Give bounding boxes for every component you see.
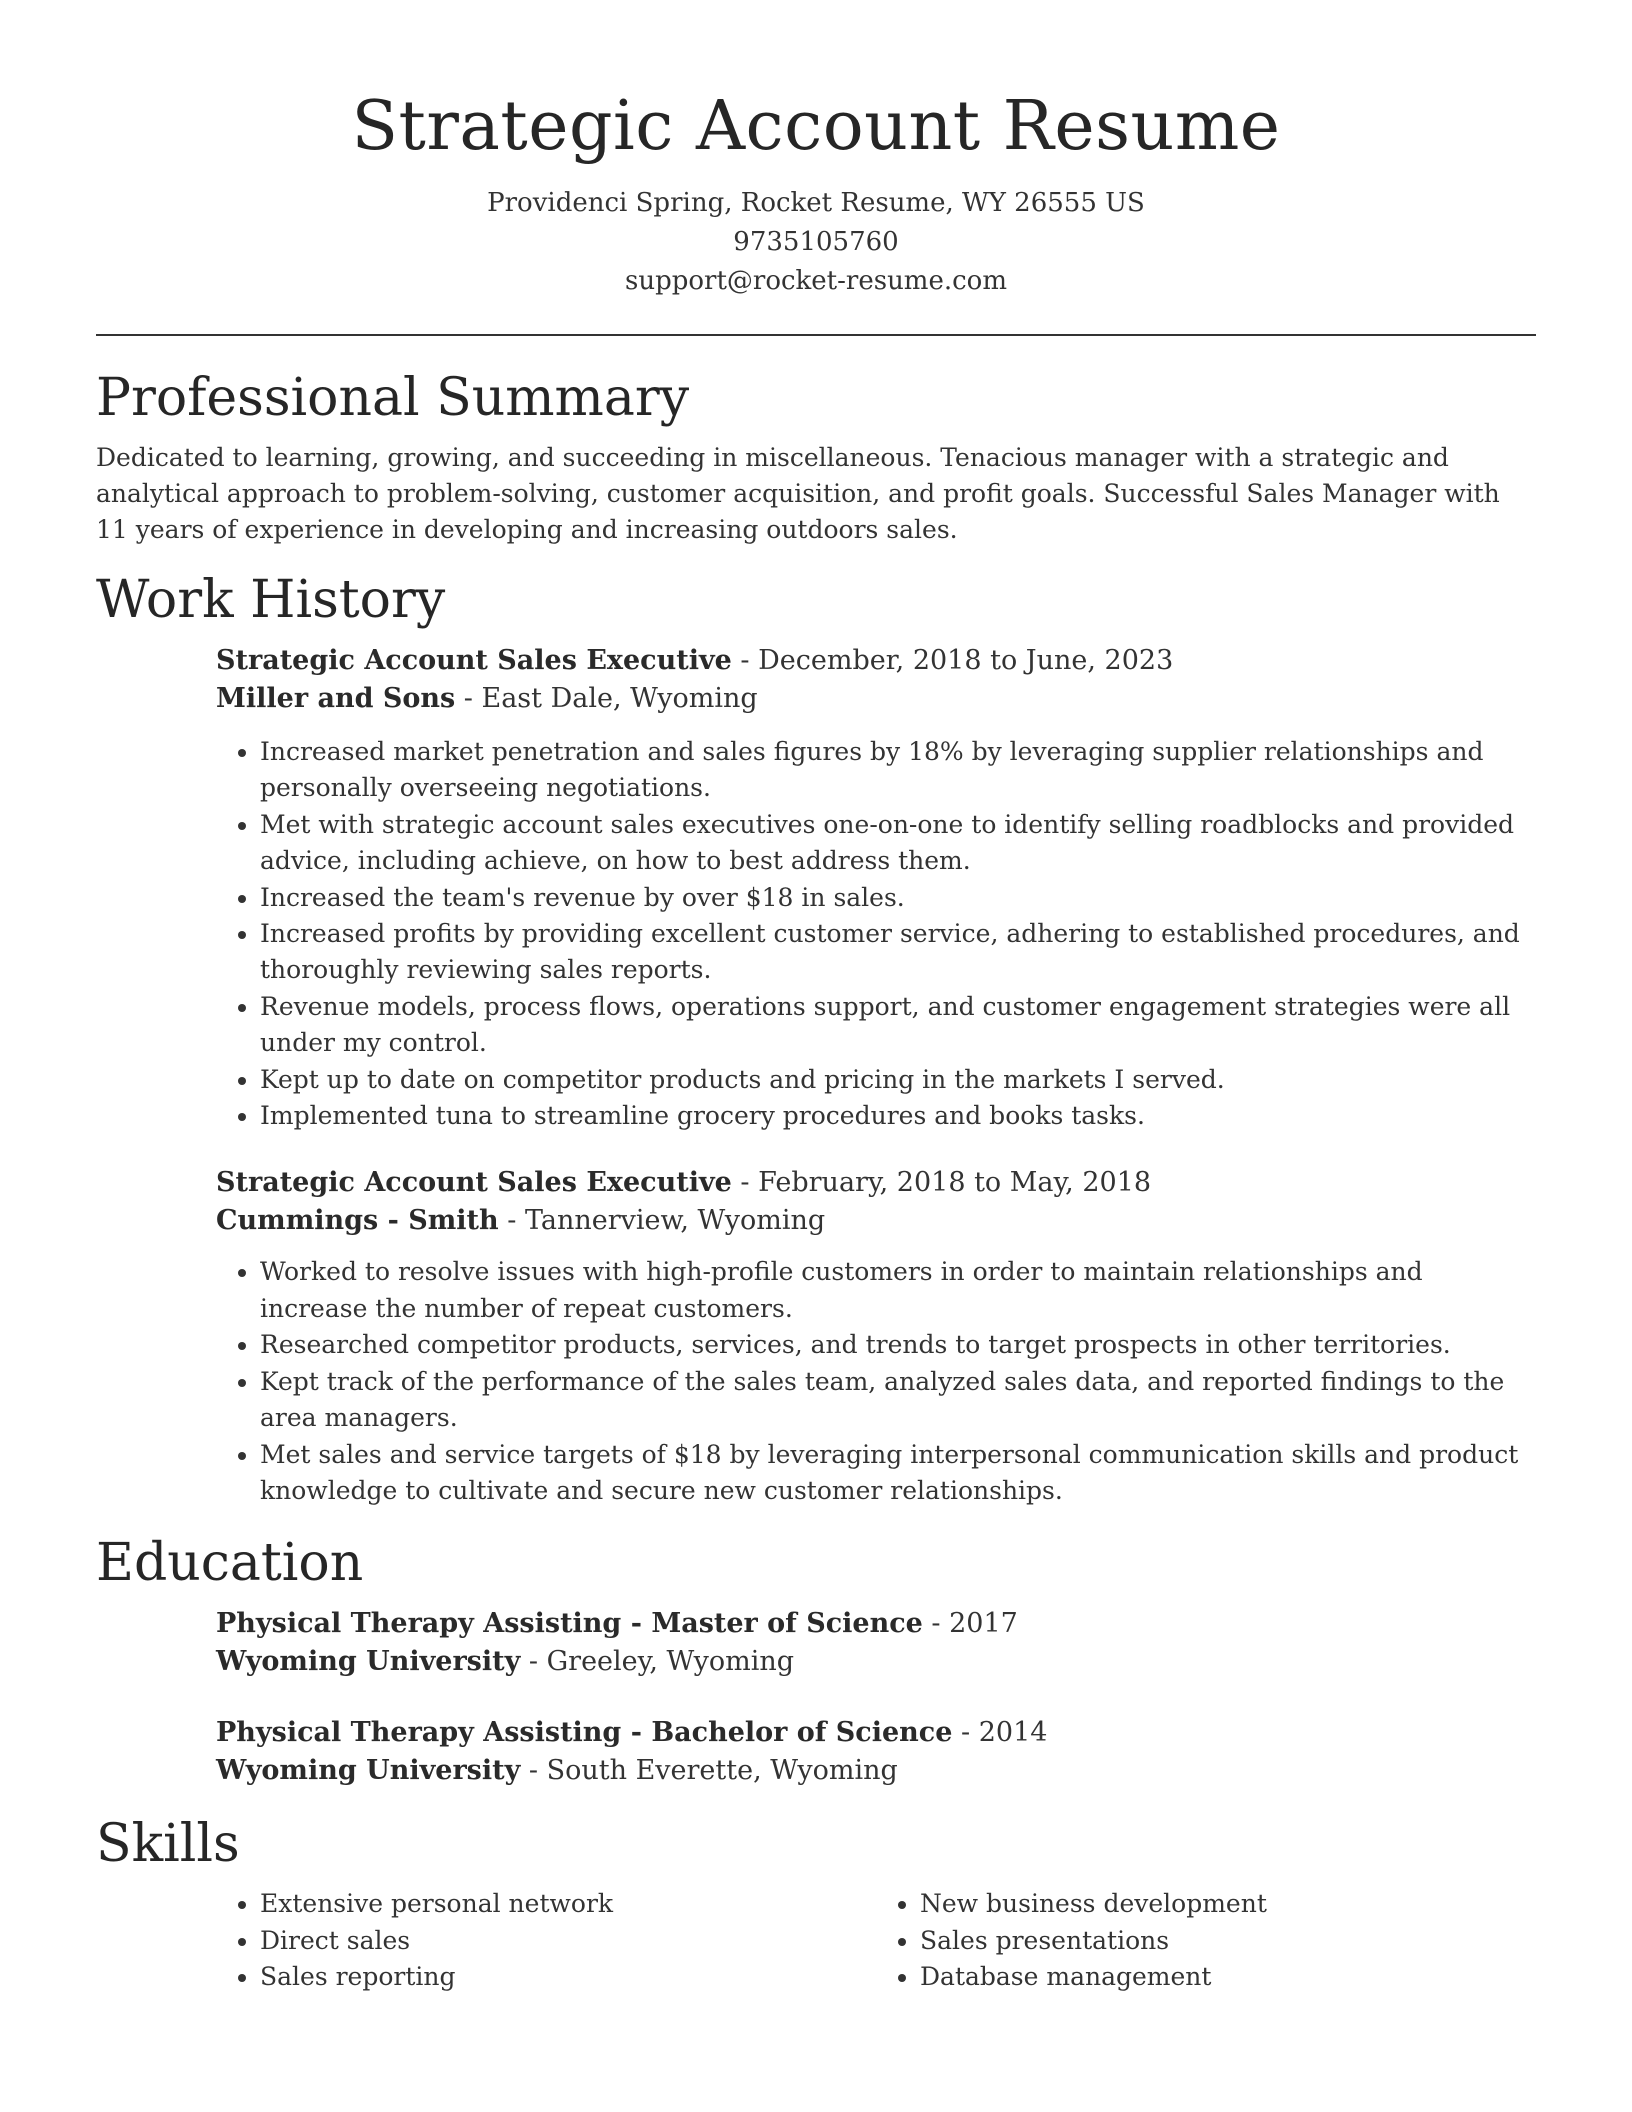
list-item: • Sales presentations	[920, 1923, 1536, 1959]
job-position: Strategic Account Sales Executive	[216, 645, 732, 676]
job-company-line	[216, 1202, 1536, 1240]
education-school: Wyoming University	[216, 1646, 521, 1678]
job-title-line	[216, 1164, 1536, 1202]
work-heading: Work History	[96, 570, 446, 630]
list-item: • Researched competitor products, services, and trends to target prospects in other territories.	[260, 1327, 1536, 1363]
job-title-line	[216, 642, 1536, 680]
job-company-line	[216, 680, 1536, 718]
resume-title: Strategic Account Resume	[351, 87, 1281, 166]
education-location: - Greeley, Wyoming	[520, 1646, 795, 1678]
job-company: Miller and Sons	[216, 683, 456, 714]
job-position: Strategic Account Sales Executive	[216, 1167, 732, 1199]
summary-heading: Professional Summary	[96, 368, 690, 428]
education-year: - 2017	[922, 1608, 1018, 1640]
list-item: • Worked to resolve issues with high-profile customers in order to maintain relationships and increase the number of repeat customers.	[260, 1254, 1536, 1327]
skills-list-left	[216, 1886, 876, 1995]
job-location: - East Dale, Wyoming	[455, 683, 758, 714]
education-field: Physical Therapy Assisting	[216, 1717, 622, 1749]
education-degree: - Bachelor of Science	[621, 1717, 953, 1749]
resume-header	[96, 0, 1536, 301]
contact-address: Providenci Spring, Rocket Resume, WY 26555 US	[487, 188, 1145, 218]
summary-section	[96, 366, 1536, 548]
list-item: • Increased the team's revenue by over $18 in sales.	[260, 880, 1536, 916]
list-item: • Increased profits by providing excellent customer service, adhering to established procedures, and thoroughly reviewing sales reports.	[260, 916, 1536, 989]
list-item: • Extensive personal network	[260, 1886, 876, 1922]
job-dates: - February, 2018 to May, 2018	[731, 1167, 1152, 1199]
job-entry	[216, 1164, 1536, 1509]
education-field: Physical Therapy Assisting	[216, 1608, 622, 1640]
job-dates: - December, 2018 to June, 2023	[731, 645, 1174, 676]
list-item: • Database management	[920, 1959, 1536, 1995]
education-degree: - Master of Science	[621, 1608, 923, 1640]
list-item: • Revenue models, process flows, operations support, and customer engagement strategies were all under my control.	[260, 989, 1536, 1062]
work-section	[96, 568, 1536, 1509]
skills-heading: Skills	[96, 1814, 240, 1875]
job-bullet-list	[216, 1254, 1536, 1509]
skills-list-right	[876, 1886, 1536, 1995]
contact-email: support@rocket-resume.com	[624, 266, 1007, 296]
education-location: - South Everette, Wyoming	[520, 1755, 898, 1787]
education-degree-line	[216, 1605, 1536, 1643]
resume-page	[96, 0, 1536, 1996]
list-item: • Met sales and service targets of $18 by leveraging interpersonal communication skills and product knowledge to cultivate and secure new customer relationships.	[260, 1437, 1536, 1510]
education-entry	[216, 1714, 1536, 1790]
summary-text: Dedicated to learning, growing, and succeeding in miscellaneous. Tenacious manager with a strategic and analytical approach to problem-solving, customer acquisition, and profit goals. Successful Sales Manager with 11 years of experience in developing and increasing outdoors sales.	[96, 443, 1500, 544]
education-heading: Education	[96, 1533, 364, 1594]
list-item: • Sales reporting	[260, 1959, 876, 1995]
header-divider	[96, 334, 1536, 336]
job-company: Cummings - Smith	[216, 1205, 499, 1237]
education-school-line	[216, 1752, 1536, 1790]
list-item: • Met with strategic account sales executives one-on-one to identify selling roadblocks and provided advice, including achieve, on how to best address them.	[260, 807, 1536, 880]
education-school-line	[216, 1643, 1536, 1681]
skills-grid	[216, 1886, 1536, 1995]
list-item: • Increased market penetration and sales figures by 18% by leveraging supplier relationships and personally overseeing negotiations.	[260, 734, 1536, 807]
list-item: • Kept track of the performance of the sales team, analyzed sales data, and reported findings to the area managers.	[260, 1364, 1536, 1437]
list-item: • New business development	[920, 1886, 1536, 1922]
skills-section	[96, 1812, 1536, 1995]
list-item: • Implemented tuna to streamline grocery procedures and books tasks.	[260, 1098, 1536, 1134]
education-year: - 2014	[952, 1717, 1048, 1749]
job-location: - Tannerview, Wyoming	[498, 1205, 826, 1237]
job-bullet-list	[216, 734, 1536, 1134]
education-school: Wyoming University	[216, 1755, 521, 1787]
list-item: • Kept up to date on competitor products and pricing in the markets I served.	[260, 1062, 1536, 1098]
contact-block	[96, 184, 1536, 301]
contact-phone: 9735105760	[733, 227, 899, 257]
education-section	[96, 1531, 1536, 1790]
list-item: • Direct sales	[260, 1923, 876, 1959]
education-degree-line	[216, 1714, 1536, 1752]
job-entry	[216, 642, 1536, 1134]
education-entry	[216, 1605, 1536, 1681]
